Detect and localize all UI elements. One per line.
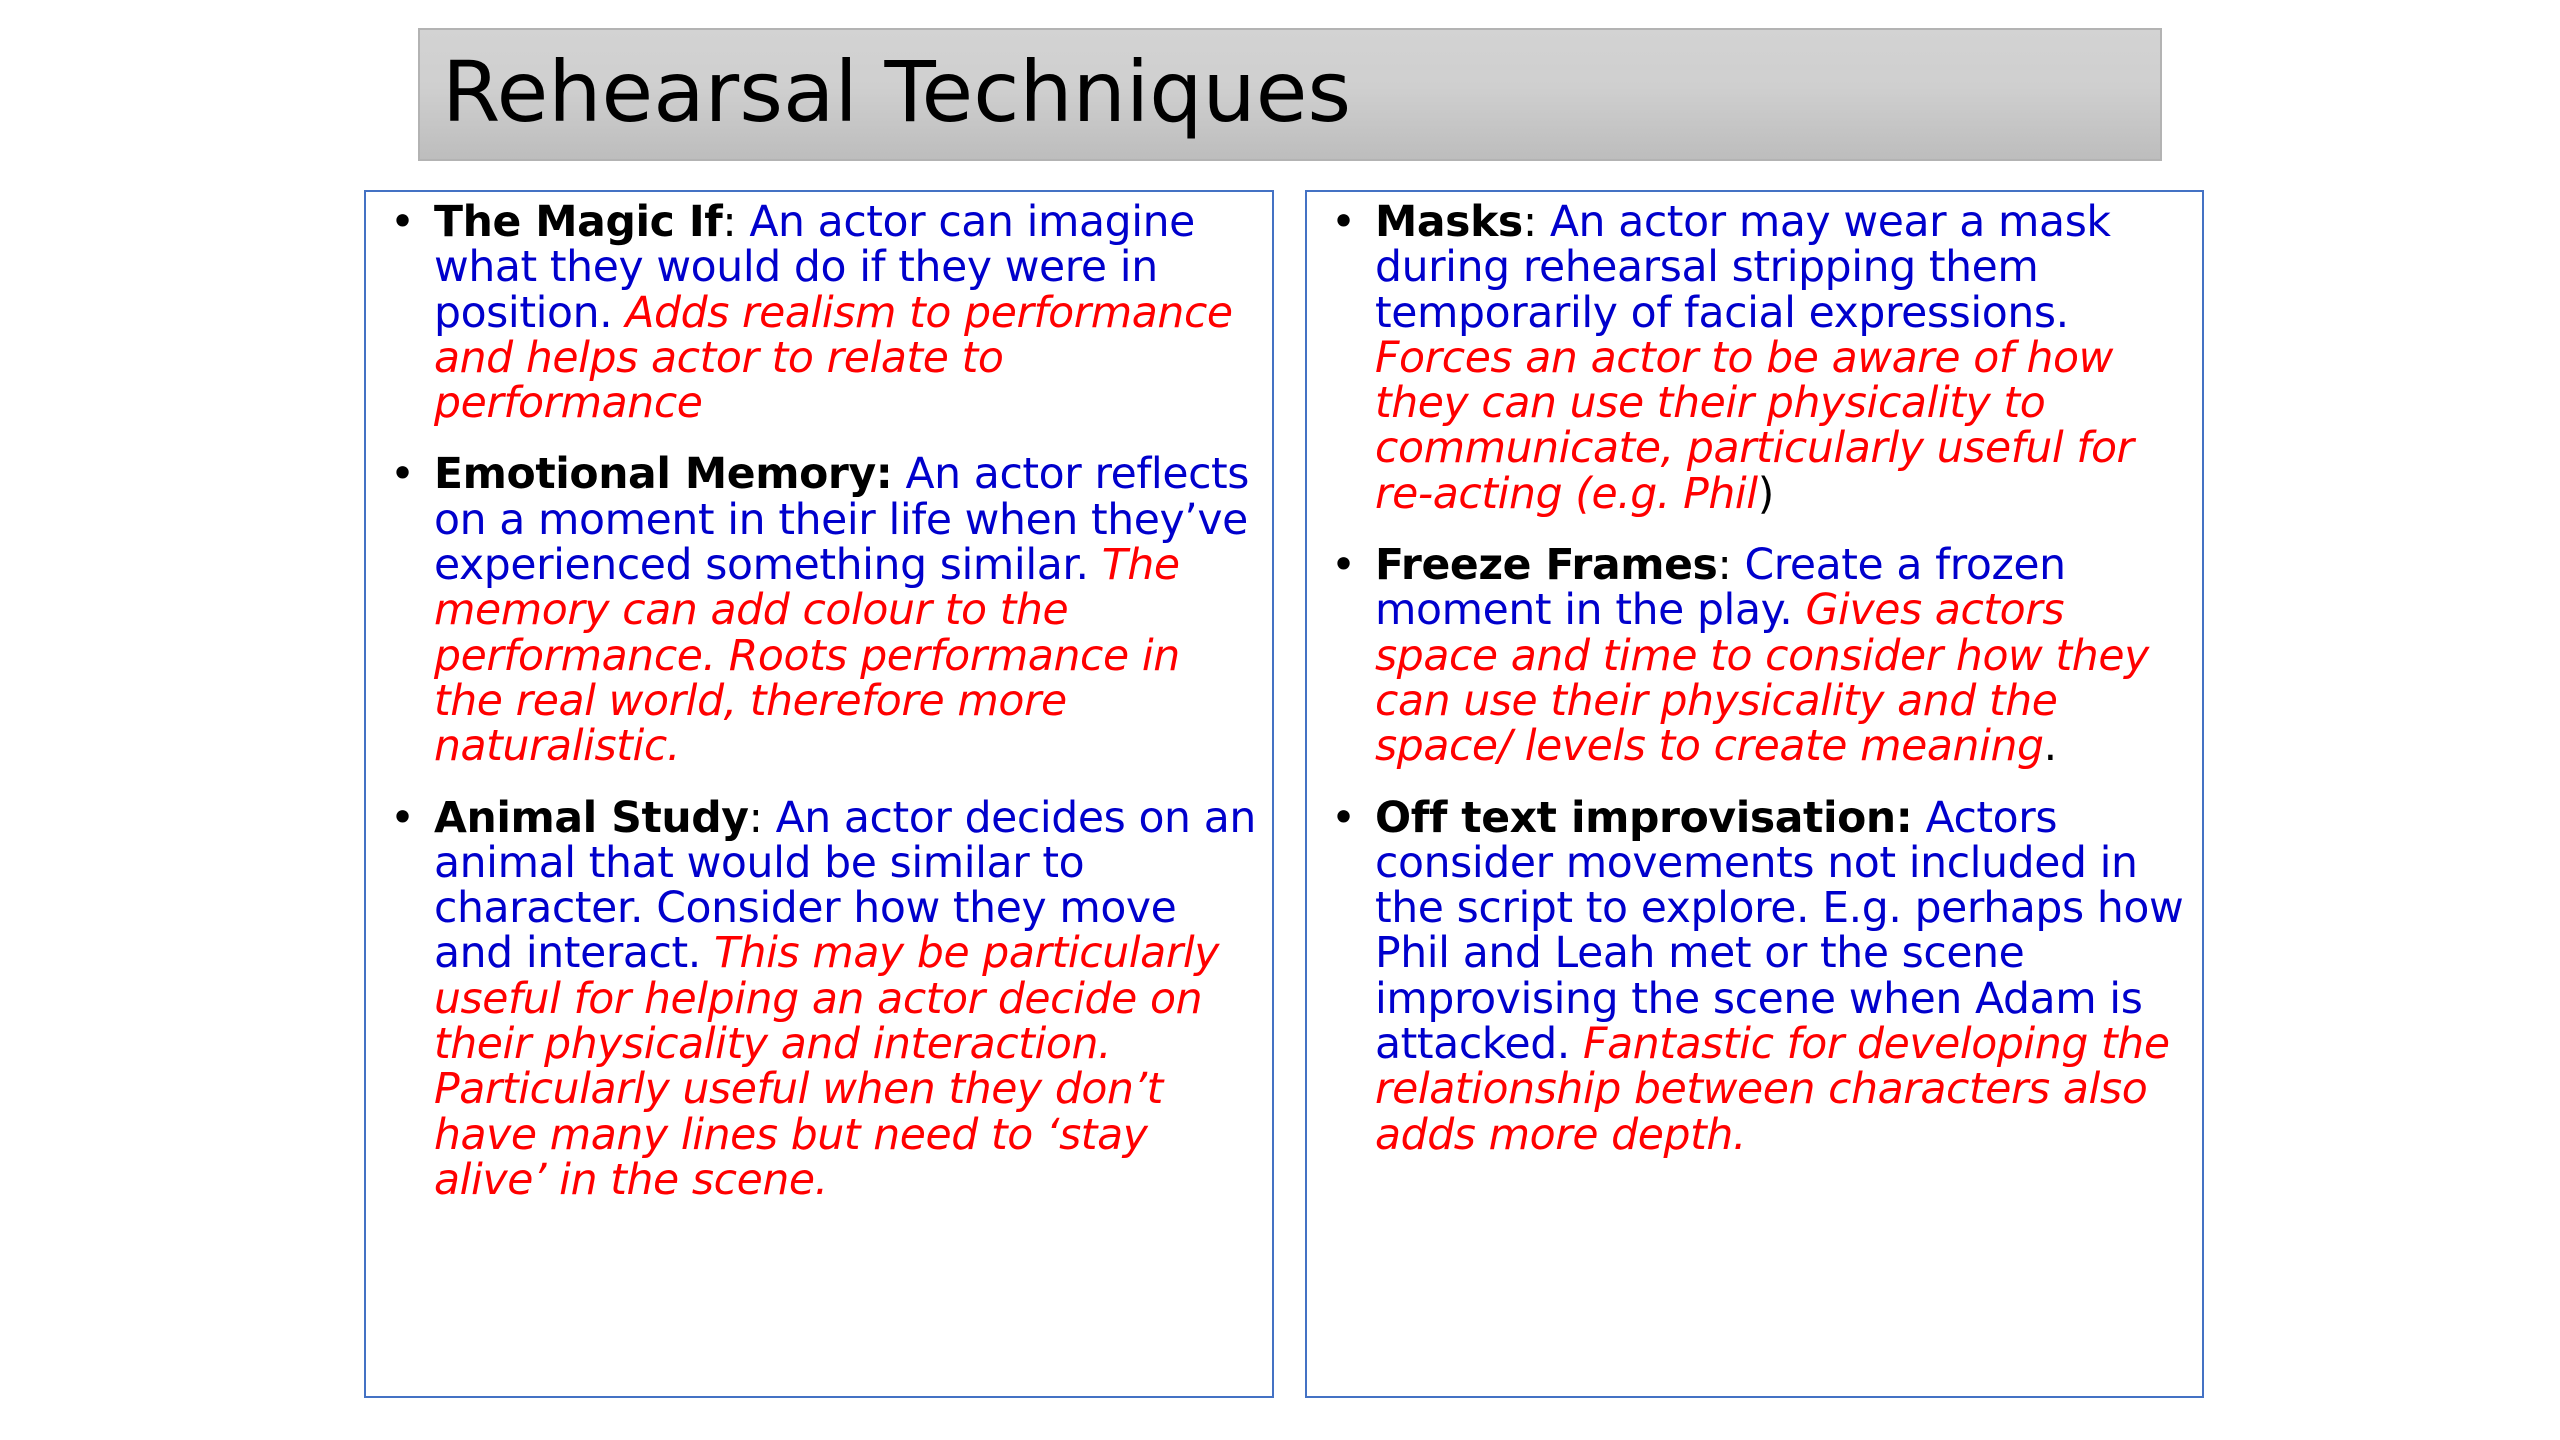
technique-term: Masks <box>1375 198 1523 247</box>
right-bullet-list <box>1307 200 2190 1158</box>
technique-benefit-note: The memory can add colour to the performance. Roots performance in the real world, therefore more naturalistic. <box>434 541 1180 772</box>
left-column-box <box>364 190 1274 1398</box>
bullet-item-animal-study <box>366 793 1260 1205</box>
title-bar <box>418 28 2162 161</box>
technique-description: Create a frozen moment in the play. <box>1375 541 2066 636</box>
bullet-icon: • <box>390 450 415 500</box>
bullet-icon: • <box>1331 793 1356 843</box>
technique-term: Animal Study <box>434 793 749 843</box>
technique-term: Emotional Memory: <box>434 450 893 500</box>
technique-term: The Magic If <box>434 198 723 247</box>
bullet-icon: • <box>390 198 415 247</box>
left-bullet-list <box>366 200 1260 1203</box>
technique-description: An actor decides on an animal that would be similar to character. Consider how they move and interact. <box>434 793 1256 979</box>
technique-description: An actor can imagine what they would do if they were in position. <box>434 198 1195 338</box>
bullet-item-off-text-improvisation <box>1307 793 2190 1160</box>
technique-benefit-note: This may be particularly useful for helping an actor decide on their physicality and interaction. Particularly useful when they don’t have many lines but need to ‘stay alive’ in the scene. <box>434 929 1220 1205</box>
bullet-icon: • <box>390 793 415 843</box>
technique-benefit-note: Fantastic for developing the relationship between characters also adds more depth. <box>1375 1020 2170 1160</box>
term-separator <box>1912 794 1925 843</box>
term-separator: : <box>1522 198 1550 247</box>
bullet-item-emotional-memory <box>366 450 1260 772</box>
bullet-icon: • <box>1331 198 1356 247</box>
technique-benefit-note: Adds realism to performance and helps actor to relate to performance <box>434 288 1233 429</box>
term-separator: : <box>722 198 750 247</box>
technique-tail: ) <box>1757 469 1774 519</box>
term-separator: : <box>748 793 776 843</box>
technique-term: Off text improvisation: <box>1375 793 1913 843</box>
technique-benefit-note: Gives actors space and time to consider how they can use their physicality and the space/ levels to create meaning <box>1375 586 2149 772</box>
technique-description: An actor may wear a mask during rehearsal stripping them temporarily of facial expressions. <box>1375 198 2111 338</box>
right-column-box <box>1305 190 2204 1398</box>
technique-term: Freeze Frames <box>1375 541 1718 591</box>
technique-description: Actors consider movements not included in the script to explore. E.g. perhaps how Phil and Leah met or the scene improvising the scene when Adam is attacked. <box>1375 793 2184 1070</box>
technique-benefit-note: Forces an actor to be aware of how they can use their physicality to communicate, particularly useful for re-acting (e.g. Phil <box>1375 333 2134 519</box>
slide-title: Rehearsal Techniques <box>442 43 1352 141</box>
technique-tail: . <box>2043 722 2057 772</box>
bullet-icon: • <box>1331 541 1356 591</box>
term-separator: : <box>1717 541 1745 591</box>
technique-description: An actor reflects on a moment in their life when they’ve experienced something similar. <box>434 450 1250 591</box>
term-separator <box>892 450 905 499</box>
bullet-item-freeze-frames <box>1307 541 2190 772</box>
bullet-item-magic-if <box>366 198 1260 429</box>
bullet-item-masks <box>1307 200 2190 517</box>
